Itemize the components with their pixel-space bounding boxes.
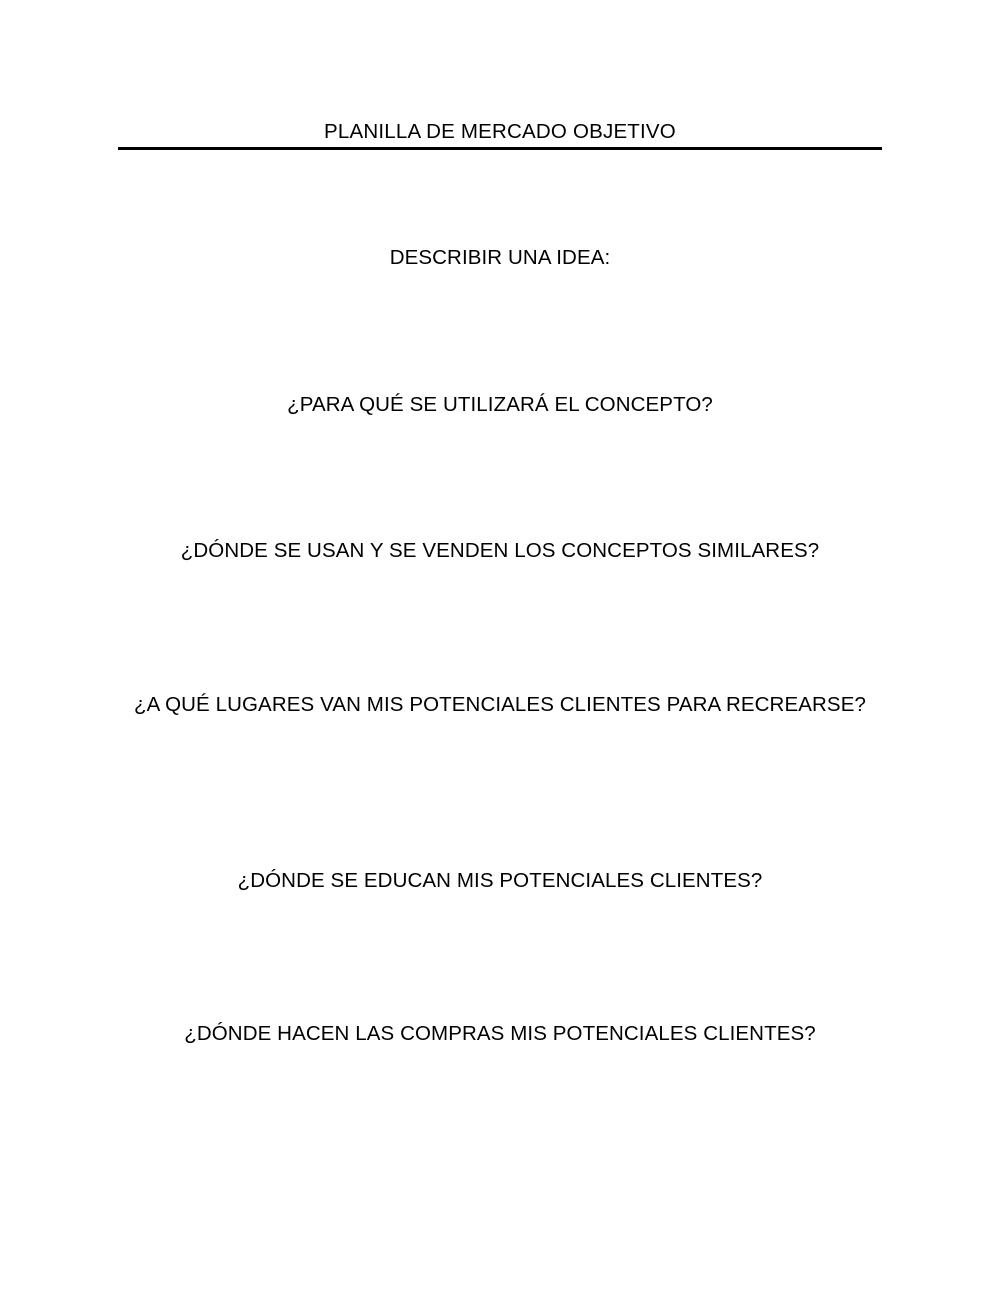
worksheet-prompt-4: ¿A QUÉ LUGARES VAN MIS POTENCIALES CLIENTES PARA RECREARSE?: [134, 693, 866, 716]
worksheet-prompt-5: ¿DÓNDE SE EDUCAN MIS POTENCIALES CLIENTES?: [237, 869, 763, 892]
worksheet-prompt-3: ¿DÓNDE SE USAN Y SE VENDEN LOS CONCEPTOS SIMILARES?: [180, 539, 820, 562]
worksheet-prompt-6: ¿DÓNDE HACEN LAS COMPRAS MIS POTENCIALES CLIENTES?: [184, 1022, 816, 1045]
page-title: PLANILLA DE MERCADO OBJETIVO: [324, 120, 676, 143]
worksheet-prompt-1: DESCRIBIR UNA IDEA:: [389, 246, 611, 269]
worksheet-prompt-2: ¿PARA QUÉ SE UTILIZARÁ EL CONCEPTO?: [287, 393, 713, 416]
title-divider: [118, 147, 882, 150]
